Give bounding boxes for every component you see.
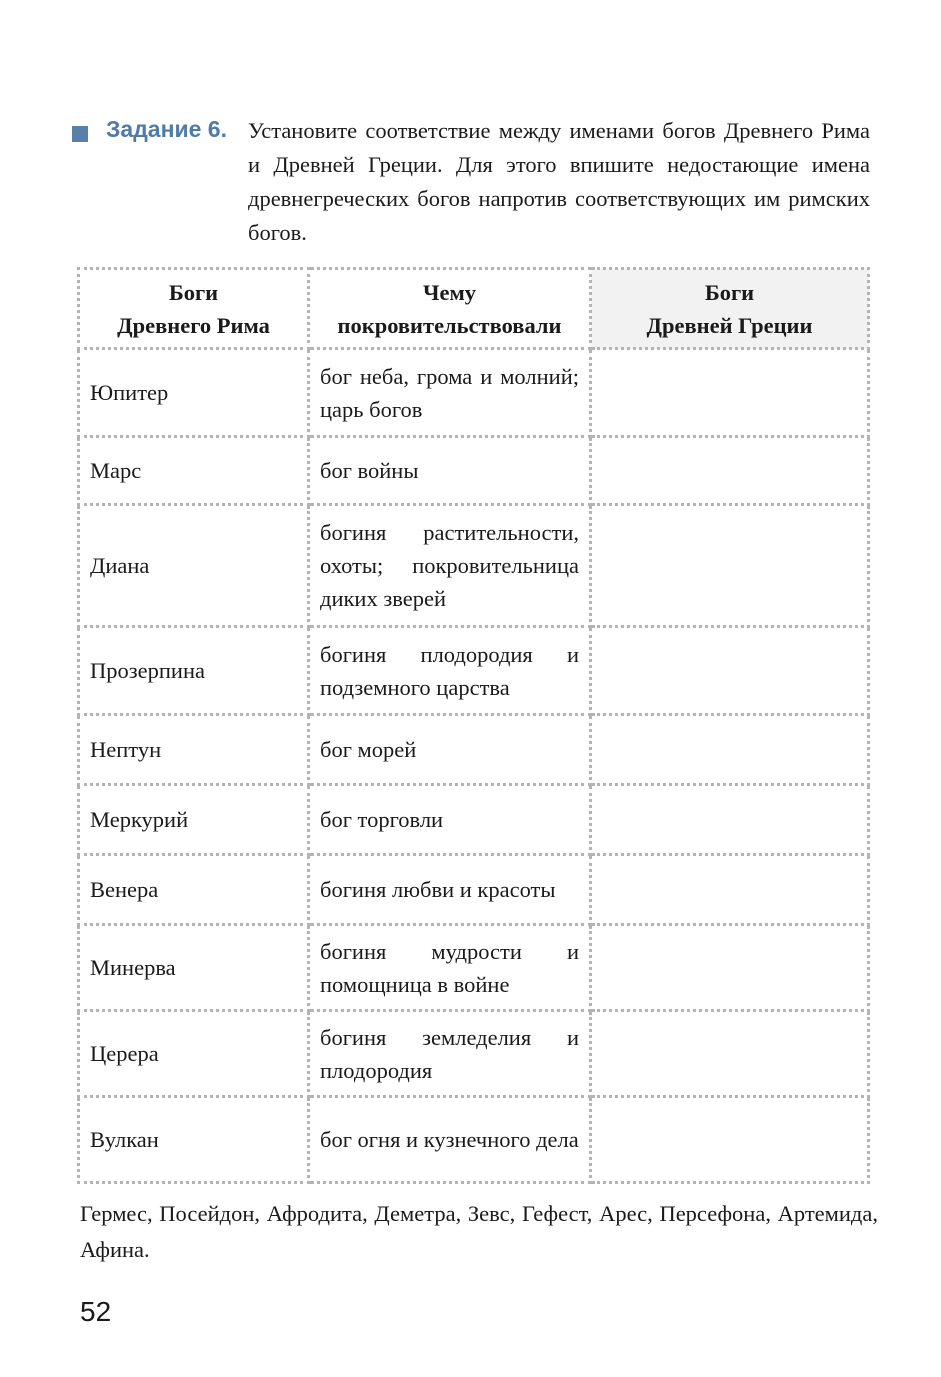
- table-row: [79, 715, 869, 785]
- table-row: [79, 855, 869, 925]
- header-roman-gods: [79, 269, 309, 349]
- answer-bank: Гермес, Посейдон, Афродита, Деметра, Зевс, Гефест, Арес, Персефона, Артемида, Афина.: [80, 1201, 878, 1262]
- table-row: [79, 925, 869, 1011]
- header-roman-line1: Боги: [168, 279, 219, 305]
- domain-cell: бог неба, грома и молний; царь богов: [309, 349, 591, 437]
- table-row: [79, 627, 869, 715]
- greek-god-answer-cell[interactable]: [591, 627, 869, 715]
- task-label: Задание 6.: [106, 116, 227, 142]
- header-greek-line2: Древней Греции: [646, 312, 813, 338]
- table-row: [79, 785, 869, 855]
- task-marker-square: [72, 126, 88, 142]
- greek-god-answer-cell[interactable]: [591, 505, 869, 627]
- header-greek-line1: Боги: [704, 279, 755, 305]
- domain-cell: бог войны: [309, 437, 591, 505]
- table-row: [79, 349, 869, 437]
- greek-god-answer-cell[interactable]: [591, 437, 869, 505]
- roman-god-cell: Диана: [79, 505, 309, 627]
- domain-cell: богиня любви и красоты: [309, 855, 591, 925]
- domain-cell: бог огня и кузнечного дела: [309, 1097, 591, 1183]
- roman-god-cell: Венера: [79, 855, 309, 925]
- domain-cell: богиня земледелия и плодородия: [309, 1011, 591, 1097]
- header-patronage: [309, 269, 591, 349]
- domain-cell: бог морей: [309, 715, 591, 785]
- header-greek-gods: [591, 269, 869, 349]
- domain-cell: богиня растительности, охоты; покровительница диких зверей: [309, 505, 591, 627]
- greek-god-answer-cell[interactable]: [591, 925, 869, 1011]
- greek-god-answer-cell[interactable]: [591, 1097, 869, 1183]
- table-header-row: [79, 269, 869, 349]
- greek-god-answer-cell[interactable]: [591, 1011, 869, 1097]
- header-patronage-line1: Чему: [422, 279, 477, 305]
- header-patronage-line2: покровительствовали: [337, 312, 562, 338]
- roman-god-cell: Минерва: [79, 925, 309, 1011]
- page-number: 52: [80, 1296, 112, 1327]
- domain-cell: бог торговли: [309, 785, 591, 855]
- table-row: [79, 505, 869, 627]
- greek-god-answer-cell[interactable]: [591, 855, 869, 925]
- roman-god-cell: Церера: [79, 1011, 309, 1097]
- table-row: [79, 437, 869, 505]
- header-roman-line2: Древнего Рима: [117, 312, 270, 338]
- gods-table: [77, 267, 870, 1184]
- task-instructions: Установите соответствие между именами богов Древнего Рима и Древней Греции. Для этого впишите недостающие имена древнегреческих богов напротив соответствующих им римских богов.: [248, 118, 870, 245]
- roman-god-cell: Марс: [79, 437, 309, 505]
- greek-god-answer-cell[interactable]: [591, 715, 869, 785]
- domain-cell: богиня мудрости и помощница в войне: [309, 925, 591, 1011]
- greek-god-answer-cell[interactable]: [591, 349, 869, 437]
- roman-god-cell: Нептун: [79, 715, 309, 785]
- roman-god-cell: Меркурий: [79, 785, 309, 855]
- table-row: [79, 1097, 869, 1183]
- roman-god-cell: Юпитер: [79, 349, 309, 437]
- table-row: [79, 1011, 869, 1097]
- roman-god-cell: Вулкан: [79, 1097, 309, 1183]
- greek-god-answer-cell[interactable]: [591, 785, 869, 855]
- roman-god-cell: Прозерпина: [79, 627, 309, 715]
- domain-cell: богиня плодородия и подземного царства: [309, 627, 591, 715]
